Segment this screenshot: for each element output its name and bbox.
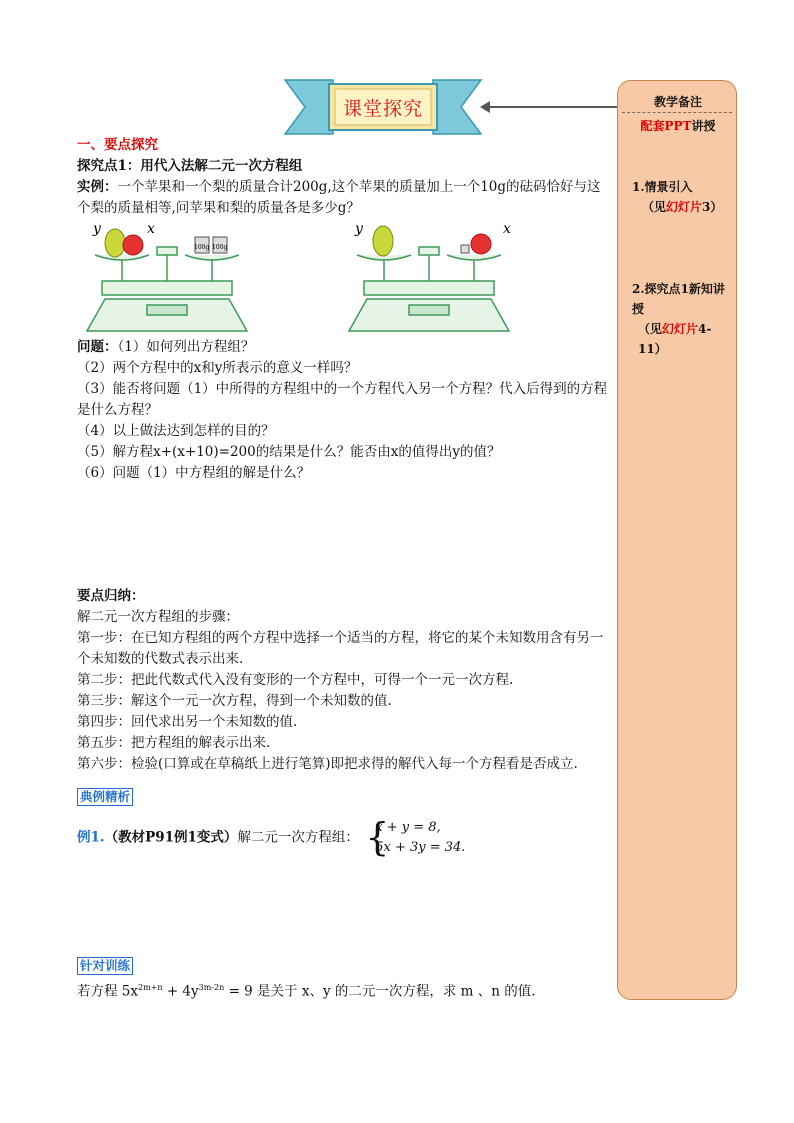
question-6: （6）问题（1）中方程组的解是什么？ [77, 465, 311, 481]
summary-title: 要点归纳： [77, 588, 145, 604]
note-label: 2.探究点1新知讲授 [632, 282, 725, 316]
ppt-highlight: PPT [664, 119, 692, 133]
exponent-2: 3m-2n [198, 983, 225, 992]
note-ref: （见幻灯片4-11） [638, 322, 712, 356]
left-brace-icon: { [365, 815, 390, 859]
ppt-prefix: 配套 [640, 119, 665, 133]
point-heading: 探究点1：用代入法解二元一次方程组 [77, 158, 303, 174]
question-2: （2）两个方程中的x和y所表示的意义一样吗？ [77, 360, 358, 376]
example-1-source: （教材P91例1变式） [104, 829, 238, 846]
example-text: 一个苹果和一个梨的质量合计200g,这个苹果的质量加上一个10g的砝码恰好与这个梨的质量相等,问苹果和梨的质量各是多少g？ [77, 179, 601, 216]
balance-figures [77, 219, 609, 337]
sidebar-note-2 [632, 279, 732, 359]
main-content [77, 135, 609, 1003]
summary-step-4: 第四步：回代求出另一个未知数的值. [77, 714, 298, 730]
sidebar-title: 教学备注 [653, 95, 702, 109]
banner-arrow-line [484, 106, 618, 108]
question-3: （3）能否将问题（1）中所得的方程组中的一个方程代入另一个方程？代入后得到的方程是什么方程？ [77, 381, 608, 418]
training-label: 针对训练 [77, 957, 133, 975]
ppt-suffix: 讲授 [691, 119, 716, 133]
teaching-notes-sidebar [617, 80, 737, 1000]
summary-step-2: 第二步：把此代数式代入没有变形的一个方程中，可得一个一元一次方程. [77, 672, 514, 688]
note-label: 1.情景引入 [632, 180, 693, 194]
equation-system [365, 815, 466, 859]
summary-step-5: 第五步：把方程组的解表示出来. [77, 735, 271, 751]
section-banner [283, 74, 483, 140]
fig1-x-label: x [147, 221, 155, 237]
example-1 [77, 815, 609, 859]
question-1: （1）如何列出方程组？ [117, 339, 255, 355]
fig2-x-label: x [503, 221, 511, 237]
summary-step-6: 第六步：检验(口算或在草稿纸上进行笔算)即把求得的解代入每一个方程看是否成立. [77, 756, 578, 772]
sidebar-ppt-line [618, 117, 738, 134]
example-paragraph [77, 177, 609, 219]
example-1-text: 解二元一次方程组： [237, 829, 359, 846]
question-4: （4）以上做法达到怎样的目的？ [77, 423, 275, 439]
training-problem: 若方程 $5x^{2m+n} + 4y^{3m-2n} = 9$ 是关于 x、y 的二元一次方程，求 m 、n 的值. [77, 983, 536, 1000]
equation-1: x + y = 8, [375, 820, 441, 835]
answer-space [77, 484, 609, 586]
sidebar-divider [622, 112, 732, 113]
example-label: 实例： [77, 179, 118, 195]
balance-scale-figure-1 [77, 219, 257, 334]
fig2-y-label: y [355, 221, 363, 237]
section-heading: 一、要点探究 [77, 137, 158, 153]
example-1-number: 例1. [77, 829, 105, 846]
summary-intro: 解二元一次方程组的步骤： [77, 609, 239, 625]
fig1-y-label: y [93, 221, 101, 237]
fig1-weight-2: 100g [212, 244, 228, 251]
sidebar-note-1 [632, 177, 732, 217]
arrow-left-icon [480, 101, 490, 113]
summary-step-3: 第三步：解这个一元一次方程，得到一个未知数的值. [77, 693, 392, 709]
note-ref: （见幻灯片3） [642, 200, 723, 214]
exponent-1: 2m+n [138, 983, 163, 992]
typical-examples-label: 典例精析 [77, 788, 133, 806]
fig1-weight-1: 100g [194, 244, 210, 251]
equation-2: 5x + 3y = 34. [375, 840, 466, 855]
question-5: （5）解方程x+(x+10)=200的结果是什么？能否由x的值得出y的值？ [77, 444, 501, 460]
banner-title: 课堂探究 [342, 98, 423, 120]
balance-scale-figure-2 [339, 219, 519, 334]
questions-intro [77, 337, 609, 358]
questions-label: 问题： [77, 339, 118, 355]
summary-step-1: 第一步：在已知方程组的两个方程中选择一个适当的方程，将它的某个未知数用含有另一个未知数的代数式表示出来. [77, 630, 604, 667]
